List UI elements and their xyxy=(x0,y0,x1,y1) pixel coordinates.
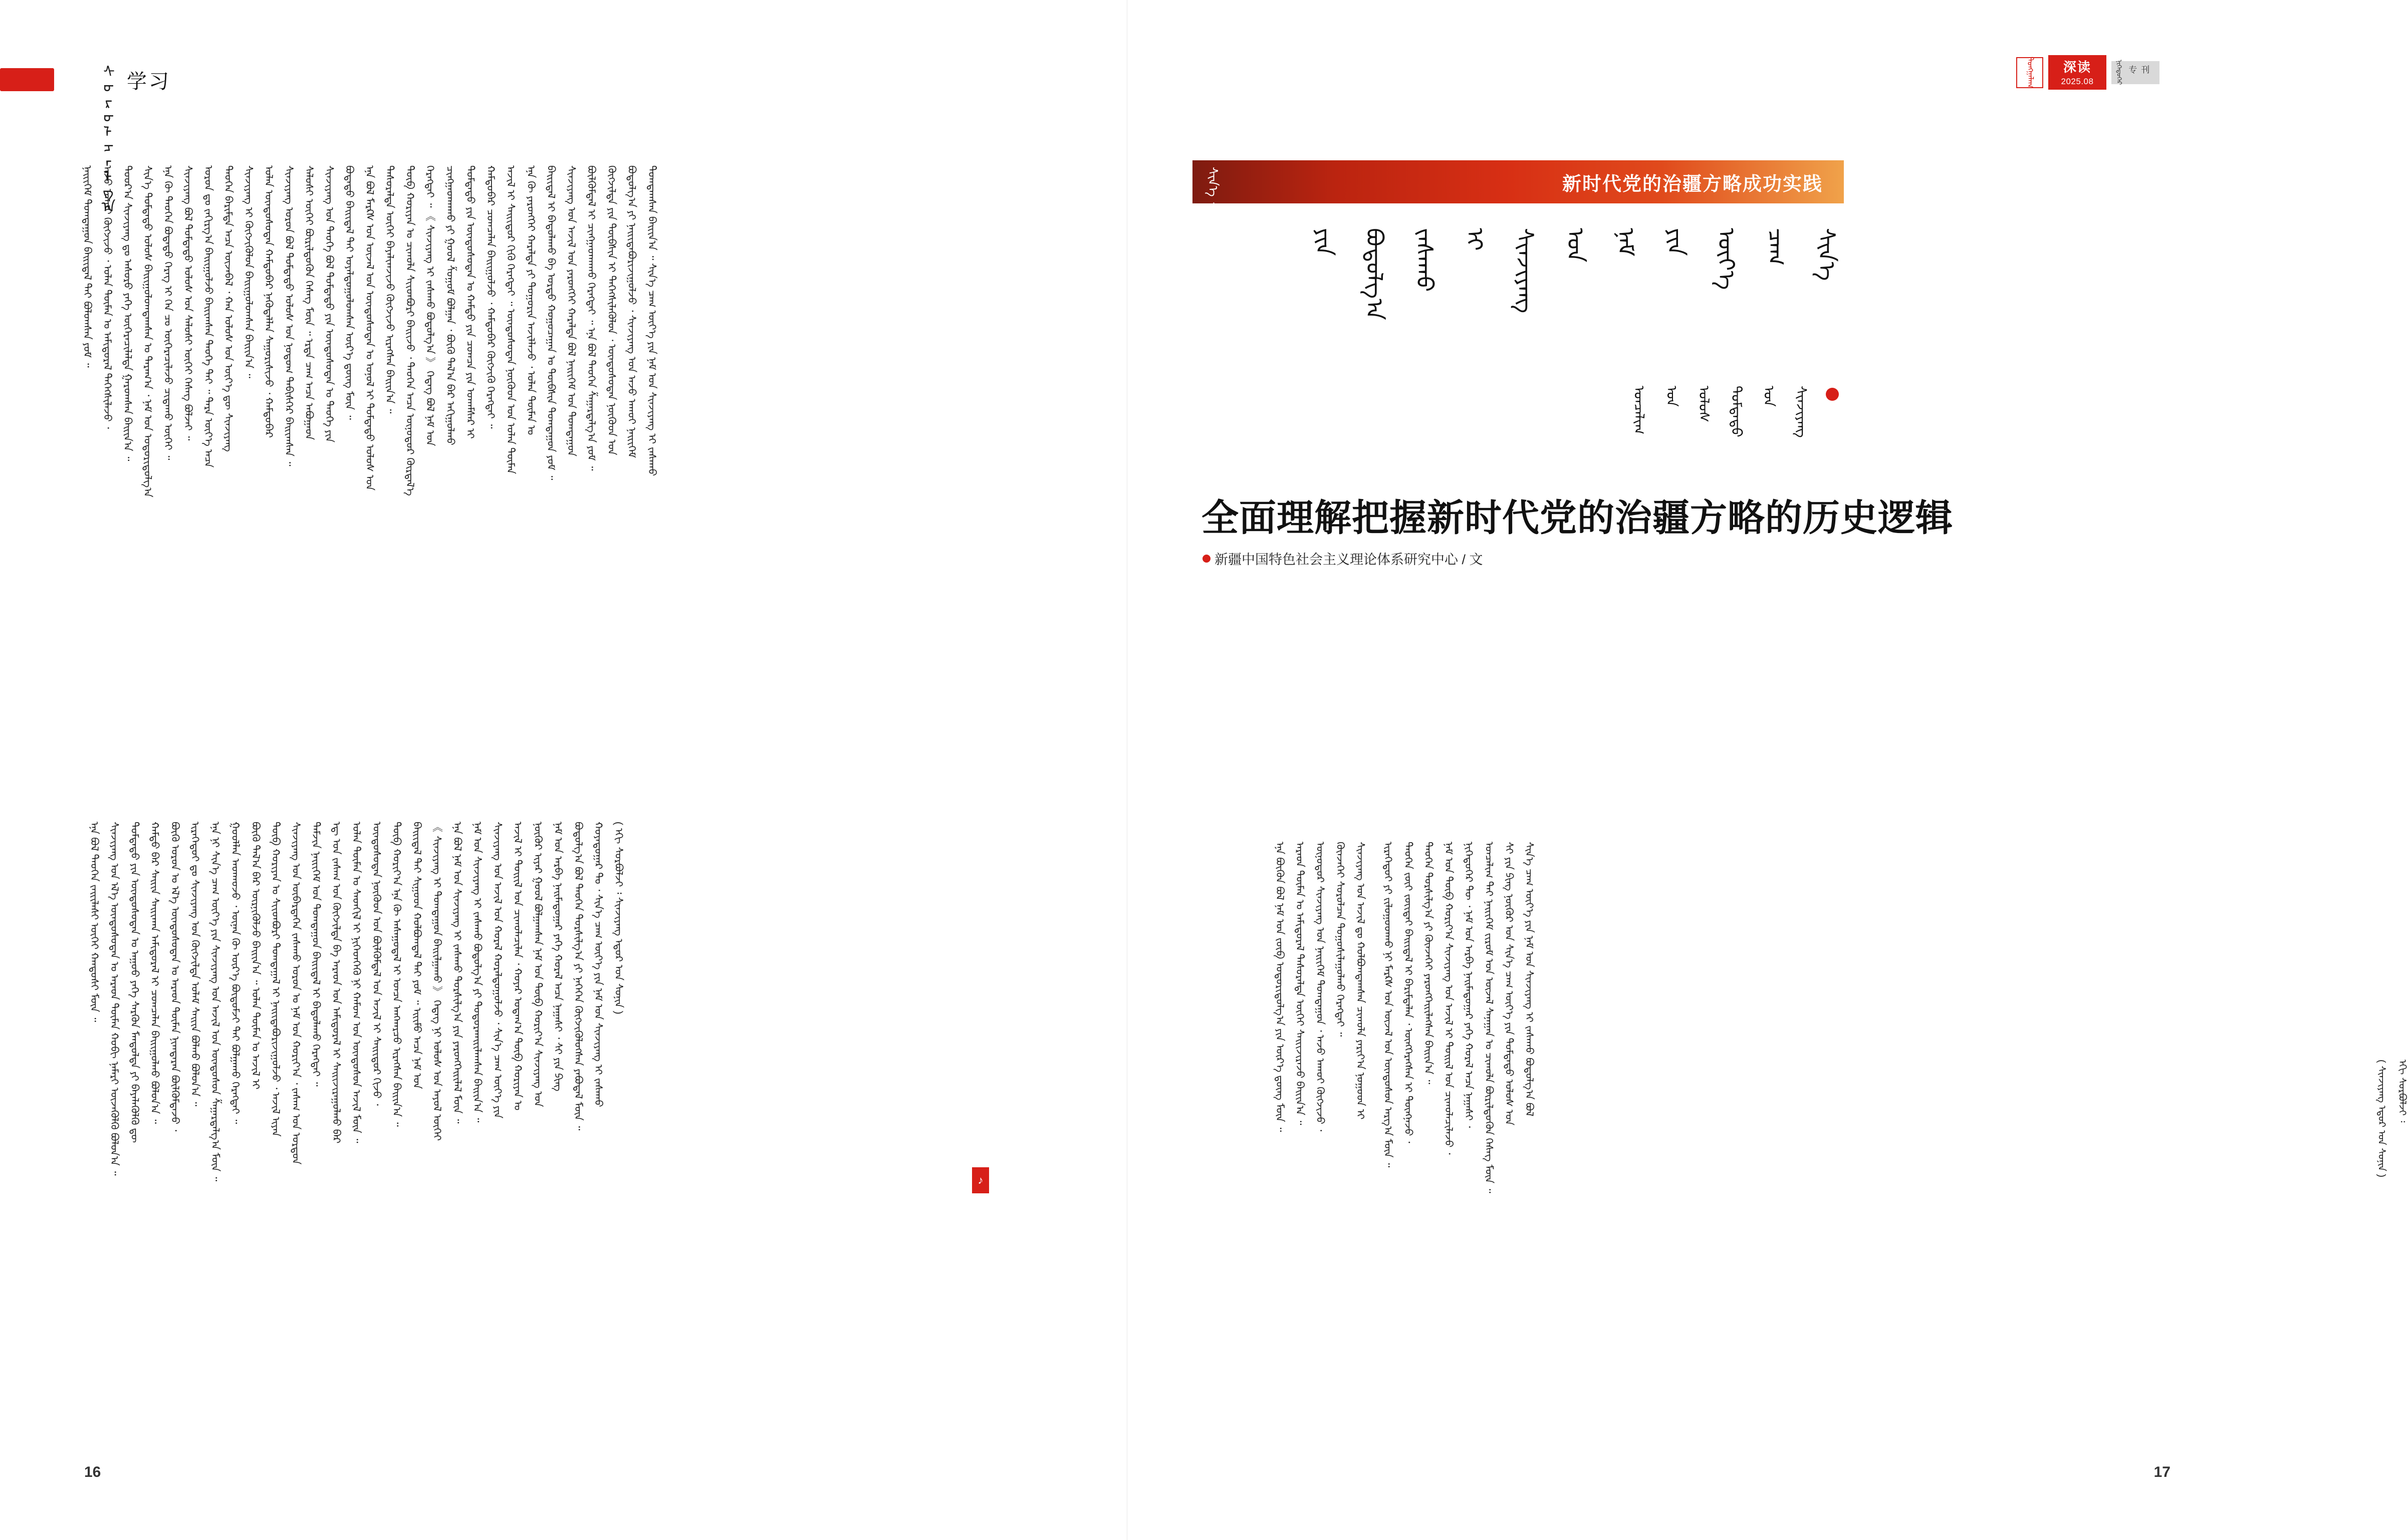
subtitle-word: ᠰᠢᠨᠵᠢᠶᠠᠩ xyxy=(1794,386,1809,438)
subtitle-word: ᠤᠨ xyxy=(1663,386,1679,407)
badge-title: 深读 xyxy=(2063,60,2091,75)
article-byline xyxy=(1202,549,1483,568)
body-line: ᠳᠤᠮᠳᠠᠳᠤ ᠶᠢᠨ ᠦᠨᠳᠦᠰᠦᠲᠡᠨ ᠤ ᠠᠭᠤᠤ ᠶᠡᠬᠡ ᠰᠡᠷᠭᠦᠨ ᠮᠠᠨᠳᠤᠯᠲᠠ ᠶᠢ ᠪᠡᠶᠡᠯᠡᠭᠦᠯᠬᠦ ᠳᠦ xyxy=(128,822,140,1143)
body-line: ᠬᠠᠮᠲᠤᠪᠠᠷ ᠴᠤᠭᠴᠠᠯᠠᠨ ᠪᠠᠢᠢᠭᠤᠯᠵᠤ ᠂ ᠬᠠᠮᠲᠤᠪᠠᠷ ᠬᠥᠭᠵᠢᠬᠦ ᠬᠡᠷᠡᠭᠲᠡᠢ ᠃ xyxy=(485,165,497,429)
page-number-right: 17 xyxy=(2153,1464,2171,1480)
body-line: ᠰᠢᠨᠵᠢᠶᠠᠩ ᠤᠨ ᠠᠵᠢᠯ ᠳᠤ ᠬᠣᠯᠪᠣᠭᠳᠠᠭᠰᠠᠨ ᠴᠢᠬᠤᠯᠠ ᠶᠠᠷᠢᠶ᠎ᠠ ᠨᠤᠭᠤᠳ ᠢ xyxy=(1354,842,1366,1120)
right-source-note xyxy=(2375,1060,2408,1177)
article-title: 全面理解把握新时代党的治疆方略的历史逻辑 xyxy=(1201,497,1953,539)
body-line: ᠳᠠᠮᠵᠢᠨ ᠨᠡᠢᠢᠭᠡᠮ ᠤᠨ ᠲᠣᠭᠲᠠᠭᠤᠨ ᠪᠠᠢᠢᠳᠠᠯ ᠢ ᠪᠠᠲᠤᠯᠠᠬᠤ ᠬᠡᠷᠡᠭᠲᠡᠢ ᠃ xyxy=(310,822,322,1087)
body-line: ᠦᠨᠳᠦᠰᠦᠲᠡᠨ ᠨᠦᠭᠦᠳ ᠤᠨ ᠪᠦᠯᠬᠦᠮᠳᠡᠯ ᠤᠨ ᠠᠵᠢᠯ ᠢ ᠰᠠᠢᠢᠲᠤᠷ ᠬᠢᠵᠦ ᠂ xyxy=(370,822,382,1106)
banner-mongolian-word: ᠶᠢᠨ xyxy=(1206,268,1221,284)
body-line: ᠲᠥᠪ ᠬᠣᠷᠢᠶᠠᠨ ᠤ ᠴᠢᠬᠤᠯᠠ ᠰᠢᠢᠳᠪᠦᠷᠢ ᠪᠠᠢᠢᠵᠤ ᠂ ᠲᠡᠦᠬᠡᠨ ᠠᠴᠠ ᠥᠨᠥᠳᠦᠷ ᠬᠦᠷᠲᠡᠯ᠎ᠡ xyxy=(404,165,416,496)
red-tab-marker xyxy=(0,68,54,91)
headline-word: ᠶᠢᠨ xyxy=(1663,228,1690,256)
badge-mongolian-mark: ᠲᠤᠩᠭᠠᠯᠠᠭ xyxy=(2016,57,2043,88)
right-page xyxy=(1127,0,2407,1540)
body-line: ᠨᠢᠭᠡᠳᠦᠭᠡᠷ ᠲᠦ ᠂ ᠨᠠᠮ ᠤᠨ ᠠᠷᠪᠠ ᠨᠠᠢᠮᠠᠳᠤᠭᠠᠷ ᠶᠡᠬᠡ ᠬᠤᠷᠠᠯ ᠠᠴᠠ ᠨᠠᠭᠠᠰᠢ ᠂ xyxy=(1463,842,1475,1128)
body-line: ᠴᠢᠩᠭᠠᠳᠬᠠᠬᠤ ᠶᠢ ᠭᠣᠣᠯ ᠱᠤᠭᠤᠮ ᠪᠣᠯᠭᠠᠨ ᠂ ᠪᠦᠬᠦ ᠲᠠᠯ᠎ᠠ ᠪᠠᠷ ᠠᠬᠢᠭᠤᠯᠬᠤ xyxy=(444,165,456,445)
body-line: ᠡᠨᠡ ᠬᠦ ᠶᠡᠷᠦᠩᠬᠡᠢ ᠬᠠᠷᠠᠯᠲᠠ ᠶᠢ ᠲᠣᠭᠤᠷᠢᠨ ᠠᠵᠢᠯᠯᠠᠵᠤ ᠂ ᠣᠯᠠᠨ ᠲᠦᠮᠡᠨ ᠤ xyxy=(525,165,537,435)
body-line: ᠠᠵᠢᠯ ᠢ ᠰᠠᠢᠢᠲᠤᠷ ᠬᠢᠬᠦ ᠬᠡᠷᠡᠭᠲᠡᠢ ᠃ ᠦᠨᠳᠦᠰᠦᠲᠡᠨ ᠨᠦᠭᠦᠳ ᠤᠨ ᠣᠯᠠᠨ ᠲᠦᠮᠡᠨ xyxy=(505,165,517,474)
source-note-line: ᠡᠬᠢ ᠰᠤᠷᠪᠤᠯᠵᠢ ᠄ xyxy=(2396,1060,2407,1123)
body-line: ᠰᠢᠨᠵᠢᠶᠠᠩ ᠢ ᠬᠥᠭᠵᠢᠭᠦᠯᠦᠨ ᠪᠠᠢᠢᠭᠤᠯᠤᠭᠰᠠᠨ ᠪᠠᠢᠢᠨ᠎ᠠ ᠃ xyxy=(243,165,255,378)
subtitle-word: ᠳᠤᠮᠳᠠᠳᠤ xyxy=(1729,386,1745,437)
body-line: ᠪᠦᠯᠬᠦᠮᠳᠡᠯ ᠢ ᠴᠢᠩᠭᠠᠳᠬᠠᠬᠤ ᠬᠡᠷᠡᠭᠲᠡᠢ ᠃ ᠡᠨᠡ ᠪᠣᠯ ᠲᠡᠦᠬᠡᠨ ᠱᠠᠭᠠᠷᠳᠠᠯᠭ᠎ᠠ ᠶᠤᠮ ᠃ xyxy=(585,165,597,471)
body-line: ᠨᠠᠮ ᠤᠨ ᠰᠢᠨᠵᠢᠶᠠᠩ ᠢ ᠵᠠᠰᠠᠬᠤ ᠪᠣᠳᠣᠯᠭ᠎ᠠ ᠶᠢ ᠲᠣᠳᠣᠷᠬᠠᠢᠢᠯᠠᠭᠰᠠᠨ ᠪᠠᠢᠢᠨ᠎ᠠ ᠃ xyxy=(471,822,483,1123)
body-line: ᠰᠢᠨᠵᠢᠶᠠᠩ ᠤᠨ ᠠᠵᠢᠯ ᠤᠨ ᠶᠡᠷᠦᠩᠬᠡᠢ ᠬᠠᠷᠠᠯᠲᠠ ᠪᠣᠯ ᠨᠡᠢᠢᠭᠡᠮ ᠤᠨ ᠲᠣᠭᠲᠠᠭᠤᠨ xyxy=(565,165,577,456)
body-line: ᠲᠠᠰᠤᠷᠠᠯᠲᠠ ᠦᠭᠡᠢ ᠪᠠᠶᠠᠯᠢᠭᠵᠢᠵᠤ ᠬᠥᠭᠵᠢᠵᠦ ᠢᠷᠡᠭᠰᠡᠨ ᠪᠠᠢᠢᠨ᠎ᠠ ᠃ xyxy=(384,165,395,414)
headline-word: ᠵᠠᠰᠠᠬᠤ xyxy=(1411,228,1438,292)
subtitle-word: ᠣᠨᠴᠠᠯᠢᠭ xyxy=(1631,386,1647,435)
source-note-line: ( ᠰᠢᠨᠵᠢᠶᠠᠩ ᠡᠳᠦᠷ ᠤᠨ ᠰᠣᠨᠢᠨ ) xyxy=(2376,1060,2387,1178)
body-line: ᠪᠦᠬᠦ ᠲᠠᠯ᠎ᠠ ᠪᠠᠷ ᠥᠷᠨᠢᠭᠦᠯᠵᠦ ᠪᠠᠢᠢᠨ᠎ᠠ ᠃ ᠣᠯᠠᠨ ᠲᠦᠮᠡᠨ ᠤ ᠠᠵᠢᠯ ᠢ xyxy=(250,822,262,1090)
subtitle-word: ᠤᠯᠤᠰ xyxy=(1696,386,1712,422)
body-line: ᠣᠯᠠᠨ ᠲᠦᠮᠡᠨ ᠤ ᠰᠡᠳᠬᠢᠯ ᠢ ᠨᠢᠭᠡᠳᠬᠡᠬᠦ ᠨᠢ ᠬᠠᠮᠤᠭ ᠤᠨ ᠦᠨᠳᠦᠰᠦᠨ ᠠᠵᠢᠯ ᠮᠥᠨ ᠃ xyxy=(350,822,362,1143)
body-line: ᠪᠣᠳᠠᠲᠤ ᠪᠠᠢᠢᠳᠠᠯ ᠲᠠᠢ ᠤᠶᠠᠯᠳᠤᠭᠤᠯᠤᠭᠰᠠᠨ ᠦᠷ᠎ᠡ ᠳ᠋ᠦᠩ ᠮᠥᠨ ᠃ xyxy=(343,165,355,420)
body-line: ᠪᠣᠳᠣᠯᠭ᠎ᠠ ᠪᠣᠯ ᠲᠡᠦᠬᠡᠨ ᠲᠤᠷᠰᠢᠯᠭ᠎ᠠ ᠶᠢ ᠨᠡᠭᠡᠭᠡᠨ ᠬᠥᠭᠵᠢᠭᠦᠯᠦᠭᠰᠡᠨ ᠶᠠᠪᠤᠳᠠᠯ ᠮᠥᠨ ᠃ xyxy=(572,822,584,1131)
badge-grey-chinese: 专刊 xyxy=(2127,65,2149,75)
byline-text: 新疆中国特色社会主义理论体系研究中心 / 文 xyxy=(1215,552,1483,567)
body-line: ᠲᠡᠦᠬᠡᠨ ᠵᠦᠢ ᠵᠦᠢᠲᠡᠢ ᠪᠠᠢᠢᠳᠠᠯ ᠢ ᠪᠠᠷᠢᠮᠲᠠᠯᠠᠨ ᠂ ᠥᠩᠭᠡᠷᠡᠭᠰᠡᠨ ᠢ ᠳᠦᠩᠨᠡᠵᠦ ᠂ xyxy=(1402,842,1414,1143)
body-line: ᠰᠢ ᠶᠢᠨ ᠫᠢᠩ ᠨᠥᠬᠥᠷ ᠤᠨ ᠰᠢᠨ᠎ᠡ ᠴᠠᠭ ᠦᠶ᠎ᠡ ᠶᠢᠨ ᠳᠤᠮᠳᠠᠳᠤ ᠤᠯᠤᠰ ᠤᠨ xyxy=(1503,842,1515,1126)
body-line: ᠬᠣᠶᠠᠳᠤᠭᠠᠷ ᠲᠤ ᠂ ᠰᠢᠨ᠎ᠡ ᠴᠠᠭ ᠦᠶ᠎ᠡ ᠶᠢᠨ ᠨᠠᠮ ᠤᠨ ᠰᠢᠨᠵᠢᠶᠠᠩ ᠢ ᠵᠠᠰᠠᠬᠤ xyxy=(592,822,604,1107)
body-line: ᠢᠷᠡᠭᠡᠳᠦᠢ ᠳᠤ ᠰᠢᠨᠵᠢᠶᠠᠩ ᠤᠨ ᠬᠥᠭᠵᠢᠯᠲᠡ ᠤᠯᠠᠮ ᠰᠠᠢᠢᠨ ᠪᠣᠯᠬᠤ ᠪᠣᠯᠤᠨ᠎ᠠ ᠃ xyxy=(189,822,201,1107)
body-line: ᠲᠡᠦᠬᠡᠨ ᠪᠠᠷᠢᠮᠲᠠ ᠠᠴᠠ ᠦᠵᠡᠪᠡᠯ ᠂ ᠬᠠᠨ ᠤᠯᠤᠰ ᠤᠨ ᠦᠶ᠎ᠡ ᠳᠦ ᠰᠢᠨᠵᠢᠶᠠᠩ xyxy=(222,165,234,452)
right-body xyxy=(1273,842,1535,1418)
end-of-article-mark: ♪ xyxy=(972,1167,989,1193)
body-line: ᠭᠣᠣᠯᠯᠠᠨ ᠠᠳᠬᠤᠵᠤ ᠂ ᠦᠨᠡᠨ ᠬᠦ ᠦᠷ᠎ᠡ ᠪᠦᠲᠦᠮᠵᠢ ᠲᠡᠢ ᠪᠣᠯᠭᠠᠬᠤ ᠬᠡᠷᠡᠭᠲᠡᠢ ᠃ xyxy=(229,822,241,1124)
body-line: ᠣᠯᠠᠨ ᠦᠨᠳᠦᠰᠦᠲᠡᠨ ᠬᠠᠮᠲᠤᠪᠠᠷ ᠨᠡᠭᠦᠳᠡᠯᠯᠡᠨ ᠰᠠᠭᠤᠷᠢᠰᠢᠵᠤ ᠂ ᠬᠠᠮᠲᠤᠪᠠᠷ xyxy=(263,165,275,438)
body-line: ᠨᠡᠢᠢᠭᠡᠮ ᠲᠣᠭᠲᠠᠭᠤᠨ ᠪᠠᠢᠢᠳᠠᠯ ᠲᠠᠢ ᠪᠣᠯᠤᠭᠰᠠᠨ ᠶᠤᠮ ᠃ xyxy=(81,165,93,368)
body-line: ᠳᠤᠮᠳᠠᠳᠤ ᠶᠢᠨ ᠦᠨᠳᠦᠰᠦᠲᠡᠨ ᠤ ᠬᠠᠮᠲᠤ ᠶᠢᠨ ᠴᠣᠭᠴᠠ ᠶᠢᠨ ᠤᠬᠠᠮᠰᠠᠷ ᠢ xyxy=(464,165,476,439)
banner-mongolian-word: ᠤᠨ xyxy=(1206,310,1221,330)
bullet-dot-icon xyxy=(1826,388,1839,401)
page-number-left: 16 xyxy=(84,1464,101,1480)
badge-date: 2025.08 xyxy=(2061,77,2094,86)
mongolian-headline xyxy=(1202,228,1839,363)
body-line: ᠠᠵᠢᠯ ᠢ ᠲᠤᠢᠢᠯ ᠤᠨ ᠴᠢᠬᠤᠯᠠᠴᠢᠯᠠᠨ ᠂ ᠬᠣᠶᠠᠷ ᠤᠳᠠᠭ᠎ᠠ ᠲᠥᠪ ᠬᠣᠷᠢᠶᠠᠨ ᠤ xyxy=(512,822,524,1111)
headline-word: ᠰᠢᠨᠵᠢᠶᠠᠩ xyxy=(1512,228,1539,314)
body-line: ᠰᠢᠨᠵᠢᠶᠠᠩ ᠣᠷᠣᠨ ᠪᠣᠯ ᠳᠤᠮᠳᠠᠳᠤ ᠤᠯᠤᠰ ᠤᠨ ᠨᠤᠲᠤᠭ ᠳᠡᠪᠢᠰᠬᠡᠷ ᠪᠠᠢᠢᠭᠰᠠᠨ ᠃ xyxy=(283,165,295,466)
subtitle-word: ᠤᠨ xyxy=(1761,386,1777,407)
headline-word: ᠤᠨ xyxy=(1562,228,1589,263)
body-line: ᠪᠦᠬᠦ ᠣᠷᠣᠨ ᠤ ᠡᠯ᠎ᠡ ᠦᠨᠳᠦᠰᠦᠲᠡᠨ ᠤ ᠠᠷᠠᠳ ᠲᠦᠮᠡᠨ ᠨᠢᠭᠲᠠᠷᠠᠨ ᠪᠦᠯᠬᠦᠮᠳᠡᠵᠦ ᠂ xyxy=(169,822,181,1132)
headline-word: ᠢ xyxy=(1462,228,1488,251)
body-line: ᠰᠢᠨᠵᠢᠶᠠᠩ ᠤᠨ ᠥᠪᠡᠷᠲᠡᠭᠡᠨ ᠵᠠᠰᠠᠬᠤ ᠣᠷᠣᠨ ᠤ ᠨᠠᠮ ᠤᠨ ᠬᠣᠷᠢᠶ᠎ᠠ ᠂ ᠵᠠᠰᠠᠭ ᠤᠨ ᠣᠷᠳᠣᠨ xyxy=(290,822,302,1165)
headline-word: ᠰᠢᠨ᠎ᠡ xyxy=(1814,228,1840,281)
body-line: ᠠᠷᠠᠳ ᠲᠦᠮᠡᠨ ᠤ ᠠᠮᠢᠳᠤᠷᠠᠯ ᠲᠠᠰᠤᠷᠠᠯᠲᠠ ᠦᠭᠡᠢ ᠰᠠᠢᠢᠵᠢᠷᠠᠵᠤ ᠪᠠᠢᠢᠨ᠎ᠠ ᠃ xyxy=(1294,842,1306,1125)
left-page-header xyxy=(0,59,210,214)
body-line: ᠲᠣᠭᠲᠠᠭᠰᠠᠨ ᠪᠠᠢᠢᠨ᠎ᠠ ᠃ ᠰᠢᠨ᠎ᠡ ᠴᠠᠭ ᠦᠶ᠎ᠡ ᠶᠢᠨ ᠨᠠᠮ ᠤᠨ ᠰᠢᠨᠵᠢᠶᠠᠩ ᠢ ᠵᠠᠰᠠᠬᠤ xyxy=(646,165,658,476)
badge-grey-mongolian: ᠨᠢᠭᠡᠳᠦᠭᠡᠷ xyxy=(2115,60,2123,85)
banner-mongolian-word: ᠵᠠᠰᠠᠬᠤ xyxy=(1206,334,1221,371)
body-line: 《 ᠰᠢᠨᠵᠢᠶᠠᠩ ᠢ ᠲᠣᠭᠲᠠᠭᠤᠨ ᠪᠠᠢᠢᠯᠭᠠᠬᠤ 》 ᠭᠡᠳᠡᠭ ᠨᠢ ᠤᠯᠤᠰ ᠤᠨ ᠠᠶᠤᠯ ᠦᠭᠡᠢ xyxy=(431,822,443,1141)
body-line: ᠰᠢᠨᠵᠢᠶᠠᠩ ᠤᠨ ᠲᠡᠦᠬᠡ ᠪᠣᠯ ᠳᠤᠮᠳᠠᠳᠤ ᠶᠢᠨ ᠦᠨᠳᠦᠰᠦᠲᠡᠨ ᠤ ᠲᠡᠦᠬᠡ ᠶᠢᠨ xyxy=(323,165,335,443)
body-line: ᠣᠷᠣᠨ ᠳᠤ ᠵᠠᠬᠢᠷᠭ᠎ᠠ ᠪᠠᠢᠢᠭᠤᠯᠵᠤ ᠪᠠᠢᠢᠭᠰᠠᠨ ᠲᠡᠦᠬᠡ ᠲᠡᠢ ᠃ ᠲᠡᠷᠡ ᠦᠶ᠎ᠡ ᠠᠴᠠ xyxy=(202,165,214,468)
headline-word: ᠨᠠᠮ xyxy=(1612,228,1639,256)
issue-badge xyxy=(2016,55,2159,90)
body-line: ᠰᠢᠨᠵᠢᠶᠠᠩ ᠤᠨ ᠡᠯ᠎ᠡ ᠦᠨᠳᠦᠰᠦᠲᠡᠨ ᠤ ᠠᠷᠠᠳ ᠲᠦᠮᠡᠨ ᠬᠤᠪᠢ ᠨᠡᠮᠡᠷᠢ ᠦᠵᠡᠭᠦᠯᠬᠦ ᠪᠣᠯᠤᠨ᠎ᠠ ᠃ xyxy=(108,822,120,1176)
body-line: ᠲᠥᠪ ᠬᠣᠷᠢᠶ᠎ᠠ ᠡᠨᠡ ᠬᠦ ᠠᠰᠠᠭᠤᠳᠠᠯ ᠢ ᠣᠨᠴᠠ ᠠᠩᠬᠠᠷᠴᠤ ᠢᠷᠡᠭᠰᠡᠨ ᠪᠠᠢᠢᠨ᠎ᠠ ᠃ xyxy=(391,822,402,1127)
banner-chinese: 新时代党的治疆方略成功实践 xyxy=(1562,173,1823,195)
body-line: ᠨᠥᠬᠥᠷ ᠢᠶᠡᠷ ᠭᠣᠣᠯ ᠪᠣᠯᠭᠠᠭᠰᠠᠨ ᠨᠠᠮ ᠤᠨ ᠲᠥᠪ ᠬᠣᠷᠢᠶ᠎ᠠ ᠰᠢᠨᠵᠢᠶᠠᠩ ᠤᠨ xyxy=(532,822,544,1107)
body-line: ᠲᠡᠦᠬᠡᠨ ᠳᠤᠷᠰᠢᠯᠭ᠎ᠠ ᠶᠢ ᠭᠦᠨᠵᠡᠭᠡᠢ ᠶᠡᠷᠦᠩᠬᠡᠢᠢᠯᠡᠭᠰᠡᠨ ᠪᠠᠢᠢᠨ᠎ᠠ ᠃ xyxy=(1422,842,1434,1085)
left-body-bottom xyxy=(80,822,625,1448)
body-line: ᠬᠠᠮᠲᠤ ᠪᠠᠷ ᠰᠠᠢᠢᠨ ᠰᠠᠢᠢᠬᠠᠨ ᠠᠮᠢᠳᠤᠷᠠᠯ ᠢ ᠴᠣᠭᠴᠠᠯᠠᠨ ᠪᠠᠢᠢᠭᠤᠯᠬᠤ ᠪᠣᠯᠤᠨ᠎ᠠ ᠃ xyxy=(149,822,160,1124)
body-line: ᠡᠨᠡ ᠪᠦᠬᠦᠨ ᠪᠣᠯ ᠨᠠᠮ ᠤᠨ ᠵᠥᠪ ᠤᠳᠤᠷᠢᠳᠤᠯᠭ᠎ᠠ ᠶᠢᠨ ᠦᠷ᠎ᠡ ᠳ᠋ᠦᠩ ᠮᠥᠨ ᠃ xyxy=(1274,842,1286,1132)
banner-mongolian-word: ᠦᠶ᠎ᠡ xyxy=(1206,228,1221,264)
body-line: ᠡᠨᠡ ᠪᠣᠯ ᠲᠡᠦᠬᠡᠨ ᠵᠠᠢᠢᠯᠠᠰᠢ ᠦᠭᠡᠢ ᠬᠠᠨᠳᠤᠰᠢ ᠮᠥᠨ ᠃ xyxy=(88,822,100,1022)
body-line: ᠬᠥᠭᠵᠢᠯᠲᠡ ᠶᠢᠨ ᠲᠦᠪᠰᠢᠨ ᠢ ᠳᠡᠭᠡᠭᠰᠢᠯᠡᠭᠦᠯᠦᠨ ᠂ ᠦᠨᠳᠦᠰᠦᠲᠡᠨ ᠨᠦᠭᠦᠳ ᠤᠨ xyxy=(605,165,617,455)
body-line: ᠣᠨᠴᠠᠯᠢᠭ ᠲᠠᠢ ᠨᠡᠢᠢᠭᠡᠮ ᠵᠢᠷᠤᠮ ᠤᠨ ᠦᠵᠡᠯ ᠰᠠᠨᠠᠭᠠᠨ ᠤ ᠴᠢᠬᠤᠯᠠ ᠪᠦᠷᠢᠯᠳᠦᠭᠦᠨ ᠬᠡᠰᠡᠭ ᠮᠥᠨ ᠃ xyxy=(1483,842,1495,1193)
body-line: ᠠᠵᠤ ᠠᠬᠤᠢ ᠬᠥᠭᠵᠢᠵᠦ ᠂ ᠣᠯᠠᠨ ᠲᠦᠮᠡᠨ ᠤ ᠠᠮᠢᠳᠤᠷᠠᠯ ᠳᠡᠭᠡᠭᠰᠢᠯᠡᠵᠦ ᠂ xyxy=(101,165,113,429)
body-line: ᠡᠨᠡ ᠪᠣᠯ ᠮᠠᠷᠺᠰ ᠤᠨ ᠦᠵᠡᠯ ᠤᠨ ᠦᠨᠳᠦᠰᠦᠲᠡᠨ ᠤ ᠣᠨᠣᠯ ᠢ ᠳᠤᠮᠳᠠᠳᠤ ᠤᠯᠤᠰ ᠤᠨ xyxy=(363,165,375,491)
body-line: ᠭᠦᠨᠵᠡᠭᠡᠢ ᠰᠤᠷᠤᠯᠴᠠᠨ ᠲᠤᠭᠤᠰᠢᠯᠠᠭᠤᠯᠬᠤ ᠬᠡᠷᠡᠭᠲᠡᠢ ᠃ xyxy=(1334,842,1346,1037)
body-line: ᠡᠳ᠋ ᠤᠨ ᠵᠠᠰᠠᠭ ᠤᠨ ᠬᠥᠭᠵᠢᠯᠲᠡ ᠪᠠ ᠠᠷᠠᠳ ᠤᠨ ᠠᠮᠢᠳᠤᠷᠠᠯ ᠢ ᠰᠠᠢᠢᠵᠢᠷᠠᠭᠤᠯᠬᠤ ᠪᠠᠷ xyxy=(330,822,342,1144)
banner-mongolian-word: ᠨᠠᠮ xyxy=(1206,289,1221,305)
banner-mongolian-word: ᠴᠠᠭ xyxy=(1206,201,1221,223)
headline-word: ᠦᠶ᠎ᠡ xyxy=(1713,228,1740,290)
banner-mongolian-word: ᠪᠣᠳᠣᠯᠭ᠎ᠠ xyxy=(1206,375,1221,428)
header-chinese-label: 学习 xyxy=(127,70,171,93)
body-line: ᠰᠢᠨᠵᠢᠶᠠᠩ ᠪᠣᠯ ᠳᠤᠮᠳᠠᠳᠤ ᠤᠯᠤᠰ ᠤᠨ ᠰᠠᠯᠤᠰᠢ ᠦᠭᠡᠢ ᠬᠡᠰᠡᠭ ᠪᠣᠯᠵᠠᠢ ᠃ xyxy=(182,165,194,441)
body-line: ᠰᠠᠯᠤᠰᠢ ᠦᠭᠡᠢ ᠪᠦᠷᠢᠯᠳᠦᠭᠦᠨ ᠬᠡᠰᠡᠭ ᠮᠥᠨ ᠃ ᠡᠷᠲᠡ ᠴᠠᠭ ᠠᠴᠠ ᠠᠪᠤᠭᠠᠳ xyxy=(303,165,315,440)
body-line: ᠡᠨᠡ ᠨᠢ ᠰᠢᠨ᠎ᠡ ᠴᠠᠭ ᠦᠶ᠎ᠡ ᠶᠢᠨ ᠰᠢᠨᠵᠢᠶᠠᠩ ᠤᠨ ᠠᠵᠢᠯ ᠤᠨ ᠦᠨᠳᠦᠰᠦᠨ ᠱᠠᠭᠠᠷᠳᠠᠯᠭ᠎ᠠ ᠮᠥᠨ ᠃ xyxy=(209,822,221,1182)
body-line: ᠪᠠᠢᠢᠳᠠᠯ ᠲᠠᠢ ᠰᠢᠭᠤᠳ ᠬᠣᠯᠪᠣᠭᠳᠠᠯ ᠲᠠᠢ ᠶᠤᠮ ᠃ ᠡᠢᠢᠮᠦ ᠠᠴᠠ ᠨᠠᠮ ᠤᠨ xyxy=(411,822,423,1089)
body-line: ᠪᠣᠳᠣᠯᠭ᠎ᠠ ᠶᠢ ᠨᠠᠢᠢᠳᠠᠪᠤᠷᠢᠵᠢᠭᠤᠯᠵᠤ ᠂ ᠰᠢᠨᠵᠢᠶᠠᠩ ᠤᠨ ᠠᠵᠤ ᠠᠬᠤᠢ ᠨᠡᠢᠢᠭᠡᠮ xyxy=(626,165,637,458)
body-line: ᠰᠢᠨ᠎ᠡ ᠳᠤᠮᠳᠠᠳᠤ ᠤᠯᠤᠰ ᠪᠠᠢᠢᠭᠤᠯᠤᠭᠳᠠᠭᠰᠠᠨ ᠤ ᠳᠠᠷᠠᠭ᠎ᠠ ᠂ ᠨᠠᠮ ᠤᠨ ᠤᠳᠤᠷᠢᠳᠤᠯᠭ᠎ᠠ xyxy=(142,165,153,497)
body-line: ᠡᠨᠡ ᠬᠦ ᠲᠡᠦᠬᠡᠨ ᠪᠣᠳᠠᠲᠤ ᠬᠡᠷᠡᠭ ᠢ ᠬᠡᠨ ᠴᠤ ᠥᠭᠡᠷᠡᠴᠢᠯᠡᠵᠦ ᠴᠢᠳᠠᠬᠤ ᠦᠭᠡᠢ ᠃ xyxy=(162,165,174,460)
body-line: ᠥᠨᠥᠳᠦᠷ ᠰᠢᠨᠵᠢᠶᠠᠩ ᠤᠨ ᠨᠡᠢᠢᠭᠡᠮ ᠲᠣᠭᠲᠠᠭᠤᠨ ᠂ ᠠᠵᠤ ᠠᠬᠤᠢ ᠬᠥᠭᠵᠢᠵᠦ ᠂ xyxy=(1314,842,1326,1132)
body-line: ᠢᠷᠡᠭᠡᠳᠦᠢ ᠶᠢ ᠵᠢᠯᠣᠭᠤᠳᠬᠤ ᠨᠢ ᠮᠠᠷᠺᠰ ᠤᠨ ᠦᠵᠡᠯ ᠤᠨ ᠦᠨᠳᠦᠰᠦᠨ ᠠᠷᠭ᠎ᠠ ᠮᠥᠨ ᠃ xyxy=(1382,842,1394,1168)
source-note-line: ( ᠡᠬᠢ ᠰᠤᠷᠪᠤᠯᠵᠢ ᠄ ᠰᠢᠨᠵᠢᠶᠠᠩ ᠡᠳᠦᠷ ᠤᠨ ᠰᠣᠨᠢᠨ ) xyxy=(612,822,624,1014)
body-line: ᠪᠠᠢᠢᠳᠠᠯ ᠢ ᠪᠠᠲᠤᠯᠠᠬᠤ ᠪᠠ ᠤᠷᠲᠤ ᠬᠤᠭᠤᠴᠠᠭᠠᠨ ᠤ ᠲᠦᠪᠰᠢᠨ ᠲᠣᠭᠲᠠᠭᠤᠨ ᠶᠤᠮ ᠃ xyxy=(545,165,557,480)
mongolian-subtitle xyxy=(1202,386,1839,461)
banner-mongolian xyxy=(1201,167,1225,428)
headline-word: ᠴᠠᠭ xyxy=(1763,228,1790,266)
headline-word: ᠪᠣᠳᠣᠯᠭ᠎ᠠ xyxy=(1361,228,1388,320)
banner-mongolian-word: ᠰᠢᠨ᠎ᠡ xyxy=(1206,167,1221,197)
headline-word: ᠶᠢᠨ xyxy=(1311,228,1338,256)
left-body-top xyxy=(80,165,658,782)
body-line: ᠰᠢᠨᠵᠢᠶᠠᠩ ᠤᠨ ᠠᠵᠢᠯ ᠤᠨ ᠬᠤᠷᠠᠯ ᠬᠤᠷᠠᠯᠳᠤᠭᠤᠯᠵᠤ ᠂ ᠰᠢᠨ᠎ᠡ ᠴᠠᠭ ᠦᠶ᠎ᠡ ᠶᠢᠨ xyxy=(492,822,504,1119)
byline-dot-icon xyxy=(1202,555,1211,563)
badge-grey-block xyxy=(2111,61,2159,84)
body-line: ᠨᠠᠮ ᠤᠨ ᠠᠷᠪᠠ ᠨᠠᠢᠮᠠᠳᠤᠭᠠᠷ ᠶᠡᠬᠡ ᠬᠤᠷᠠᠯ ᠠᠴᠠ ᠨᠠᠭᠠᠰᠢ ᠂ ᠰᠢ ᠶᠢᠨ ᠫᠢᠩ xyxy=(552,822,564,1092)
header-mongolian-label: ᠰᠤᠷᠤᠯᠴᠠᠯᠭ᠎ᠠ xyxy=(96,64,113,214)
left-page xyxy=(0,0,1127,1540)
body-line: ᠳᠣᠣᠷ᠎ᠠ ᠰᠢᠨᠵᠢᠶᠠᠩ ᠳᠤ ᠠᠰᠤᠷᠤ ᠶᠡᠬᠡ ᠥᠭᠡᠷᠡᠴᠢᠯᠡᠯᠲᠡ ᠭᠠᠷᠤᠭᠰᠠᠨ ᠪᠠᠢᠢᠨ᠎ᠠ ᠃ xyxy=(121,165,133,461)
body-line: ᠰᠢᠨ᠎ᠡ ᠴᠠᠭ ᠦᠶ᠎ᠡ ᠶᠢᠨ ᠨᠠᠮ ᠤᠨ ᠰᠢᠨᠵᠢᠶᠠᠩ ᠢ ᠵᠠᠰᠠᠬᠤ ᠪᠣᠳᠣᠯᠭ᠎ᠠ ᠪᠣᠯ xyxy=(1523,842,1535,1117)
body-line: ᠨᠠᠮ ᠤᠨ ᠲᠥᠪ ᠬᠣᠷᠢᠶ᠎ᠠ ᠰᠢᠨᠵᠢᠶᠠᠩ ᠤᠨ ᠠᠵᠢᠯ ᠢ ᠲᠤᠢᠢᠯ ᠤᠨ ᠴᠢᠬᠤᠯᠠᠴᠢᠯᠠᠵᠤ ᠂ xyxy=(1442,842,1455,1155)
body-line: ᠲᠥᠪ ᠬᠣᠷᠢᠶᠠᠨ ᠤ ᠰᠢᠢᠳᠪᠦᠷᠢ ᠲᠣᠭᠲᠠᠭᠠᠯ ᠢ ᠨᠠᠢᠢᠳᠠᠪᠤᠷᠢᠵᠢᠭᠤᠯᠵᠤ ᠂ ᠠᠵᠢᠯ ᠢᠶᠠᠨ xyxy=(270,822,282,1137)
badge-red-block xyxy=(2048,55,2106,90)
body-line: ᠬᠡᠷᠡᠭᠲᠡᠢ ᠃ 《 ᠰᠢᠨᠵᠢᠶᠠᠩ ᠢ ᠵᠠᠰᠠᠬᠤ ᠪᠣᠳᠣᠯᠭ᠎ᠠ 》 ᠭᠡᠳᠡᠭ ᠪᠣᠯ ᠨᠠᠮ ᠤᠨ xyxy=(424,165,436,446)
body-line: ᠡᠨᠡ ᠪᠣᠯ ᠨᠠᠮ ᠤᠨ ᠰᠢᠨᠵᠢᠶᠠᠩ ᠢ ᠵᠠᠰᠠᠬᠤ ᠲᠤᠷᠰᠢᠯᠭ᠎ᠠ ᠶᠢᠨ ᠶᠡᠷᠦᠩᠬᠡᠢᠢᠯᠡᠯ ᠮᠥᠨ ᠃ xyxy=(451,822,463,1124)
